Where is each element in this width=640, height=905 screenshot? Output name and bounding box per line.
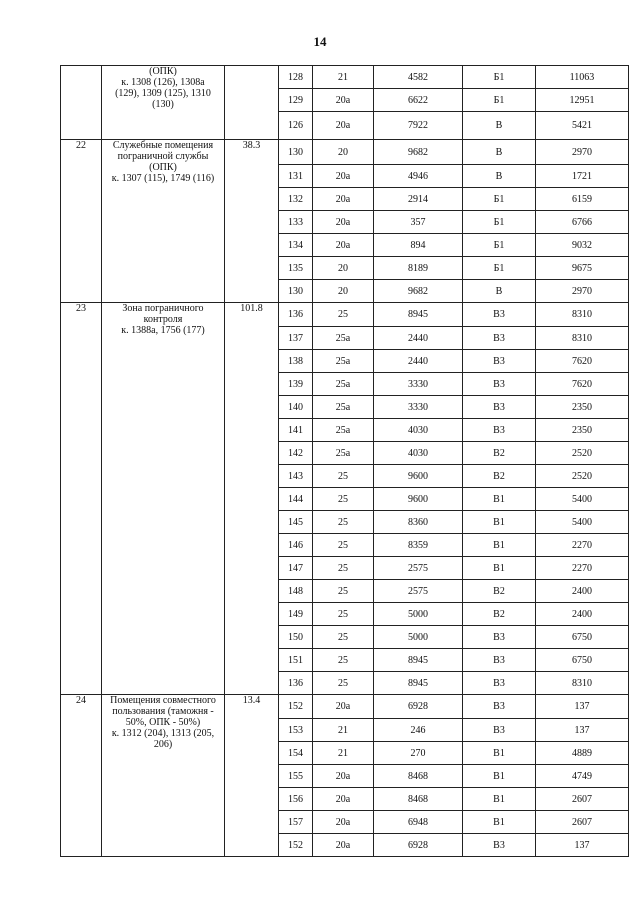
ref-value: 25 [313, 557, 374, 580]
result-value: 137 [536, 695, 629, 719]
distance-value: 4030 [374, 419, 463, 442]
distance-value: 8945 [374, 649, 463, 672]
group-name-line: (130) [152, 99, 174, 110]
group-name [102, 303, 225, 695]
page-number: 14 [313, 34, 327, 49]
class-code: В1 [463, 534, 536, 557]
group-area: 101.8 [225, 303, 279, 695]
class-code: В3 [463, 695, 536, 719]
point-number: 128 [279, 66, 313, 89]
point-number: 133 [279, 211, 313, 234]
ref-value: 20 [313, 257, 374, 280]
class-code: В2 [463, 442, 536, 465]
result-value: 9032 [536, 234, 629, 257]
group-name-line: (ОПК) [149, 66, 177, 77]
ref-value: 20а [313, 165, 374, 188]
group-name-line: к. 1308 (126), 1308а [121, 77, 205, 88]
class-code: Б1 [463, 234, 536, 257]
group-area: 13.4 [225, 695, 279, 857]
point-number: 142 [279, 442, 313, 465]
ref-value: 21 [313, 719, 374, 742]
point-number: 134 [279, 234, 313, 257]
point-number: 130 [279, 140, 313, 165]
class-code: В [463, 165, 536, 188]
distance-value: 9600 [374, 465, 463, 488]
distance-value: 894 [374, 234, 463, 257]
group-name-line: пользования (таможня - [112, 706, 214, 717]
table-body [61, 66, 629, 857]
distance-value: 8945 [374, 672, 463, 695]
distance-value: 4582 [374, 66, 463, 89]
ref-value: 20а [313, 811, 374, 834]
result-value: 2350 [536, 396, 629, 419]
result-value: 5400 [536, 511, 629, 534]
ref-value: 25 [313, 603, 374, 626]
group-number: 22 [61, 140, 102, 303]
table-row [61, 303, 629, 327]
ref-value: 25 [313, 672, 374, 695]
class-code: Б1 [463, 211, 536, 234]
group-name-line: контроля [143, 314, 183, 325]
distance-value: 4946 [374, 165, 463, 188]
distance-value: 7922 [374, 112, 463, 140]
result-value: 4749 [536, 765, 629, 788]
class-code: Б1 [463, 257, 536, 280]
group-name-line: к. 1312 (204), 1313 (205, [111, 728, 215, 739]
distance-value: 5000 [374, 603, 463, 626]
group-name-line: (129), 1309 (125), 1310 [115, 88, 211, 99]
class-code: В3 [463, 649, 536, 672]
result-value: 2970 [536, 140, 629, 165]
class-code: В1 [463, 488, 536, 511]
result-value: 8310 [536, 327, 629, 350]
distance-value: 9600 [374, 488, 463, 511]
class-code: В3 [463, 350, 536, 373]
class-code: В2 [463, 603, 536, 626]
distance-value: 3330 [374, 396, 463, 419]
ref-value: 20 [313, 140, 374, 165]
result-value: 137 [536, 719, 629, 742]
class-code: В3 [463, 396, 536, 419]
group-area [225, 66, 279, 140]
class-code: В1 [463, 788, 536, 811]
point-number: 150 [279, 626, 313, 649]
class-code: Б1 [463, 188, 536, 211]
ref-value: 25 [313, 488, 374, 511]
result-value: 2970 [536, 280, 629, 303]
class-code: В3 [463, 626, 536, 649]
ref-value: 25а [313, 327, 374, 350]
point-number: 148 [279, 580, 313, 603]
class-code: Б1 [463, 89, 536, 112]
distance-value: 4030 [374, 442, 463, 465]
point-number: 157 [279, 811, 313, 834]
distance-value: 246 [374, 719, 463, 742]
table-row [61, 66, 629, 89]
group-name [102, 66, 225, 140]
result-value: 2350 [536, 419, 629, 442]
distance-value: 6622 [374, 89, 463, 112]
group-name-line: пограничной службы [117, 151, 209, 162]
distance-value: 8359 [374, 534, 463, 557]
ref-value: 20а [313, 788, 374, 811]
result-value: 6159 [536, 188, 629, 211]
point-number: 135 [279, 257, 313, 280]
point-number: 152 [279, 834, 313, 857]
ref-value: 20а [313, 765, 374, 788]
result-value: 2270 [536, 557, 629, 580]
ref-value: 25 [313, 465, 374, 488]
point-number: 141 [279, 419, 313, 442]
result-value: 2400 [536, 603, 629, 626]
distance-value: 270 [374, 742, 463, 765]
point-number: 153 [279, 719, 313, 742]
class-code: В1 [463, 811, 536, 834]
group-name-line: Служебные помещения [112, 140, 214, 151]
result-value: 8310 [536, 303, 629, 327]
result-value: 6750 [536, 649, 629, 672]
point-number: 132 [279, 188, 313, 211]
distance-value: 8945 [374, 303, 463, 327]
distance-value: 6948 [374, 811, 463, 834]
distance-value: 2440 [374, 350, 463, 373]
result-value: 9675 [536, 257, 629, 280]
ref-value: 25 [313, 534, 374, 557]
ref-value: 21 [313, 742, 374, 765]
result-value: 5421 [536, 112, 629, 140]
class-code: В1 [463, 742, 536, 765]
point-number: 137 [279, 327, 313, 350]
ref-value: 21 [313, 66, 374, 89]
result-value: 2270 [536, 534, 629, 557]
point-number: 144 [279, 488, 313, 511]
result-value: 6750 [536, 626, 629, 649]
result-value: 5400 [536, 488, 629, 511]
point-number: 149 [279, 603, 313, 626]
distance-value: 2575 [374, 580, 463, 603]
class-code: В3 [463, 719, 536, 742]
class-code: В1 [463, 765, 536, 788]
class-code: В1 [463, 557, 536, 580]
point-number: 154 [279, 742, 313, 765]
result-value: 2607 [536, 788, 629, 811]
class-code: В [463, 280, 536, 303]
distance-value: 2914 [374, 188, 463, 211]
class-code: В1 [463, 511, 536, 534]
class-code: В3 [463, 672, 536, 695]
class-code: В3 [463, 419, 536, 442]
group-name-line: Зона пограничного [122, 303, 204, 314]
group-name-line: 206) [153, 739, 173, 750]
group-area: 38.3 [225, 140, 279, 303]
ref-value: 25а [313, 419, 374, 442]
ref-value: 25 [313, 303, 374, 327]
distance-value: 357 [374, 211, 463, 234]
result-value: 1721 [536, 165, 629, 188]
group-name-line: Помещения совместного [110, 695, 216, 706]
class-code: В [463, 112, 536, 140]
point-number: 136 [279, 672, 313, 695]
point-number: 151 [279, 649, 313, 672]
class-code: В3 [463, 303, 536, 327]
point-number: 146 [279, 534, 313, 557]
class-code: В3 [463, 373, 536, 396]
distance-value: 2440 [374, 327, 463, 350]
ref-value: 20а [313, 188, 374, 211]
group-name-line: 50%, ОПК - 50%) [125, 717, 201, 728]
table-row [61, 695, 629, 719]
ref-value: 25а [313, 350, 374, 373]
point-number: 152 [279, 695, 313, 719]
result-value: 11063 [536, 66, 629, 89]
class-code: В [463, 140, 536, 165]
group-name-line: к. 1307 (115), 1749 (116) [111, 173, 215, 184]
distance-value: 9682 [374, 280, 463, 303]
distance-value: 8468 [374, 765, 463, 788]
result-value: 12951 [536, 89, 629, 112]
table-row [61, 140, 629, 165]
class-code: Б1 [463, 66, 536, 89]
result-value: 2520 [536, 465, 629, 488]
point-number: 138 [279, 350, 313, 373]
ref-value: 20 [313, 280, 374, 303]
ref-value: 20а [313, 89, 374, 112]
point-number: 126 [279, 112, 313, 140]
distance-value: 8189 [374, 257, 463, 280]
point-number: 130 [279, 280, 313, 303]
group-name-line: (ОПК) [149, 162, 177, 173]
ref-value: 25а [313, 442, 374, 465]
group-number: 23 [61, 303, 102, 695]
ref-value: 20а [313, 834, 374, 857]
ref-value: 20а [313, 112, 374, 140]
distance-value: 6928 [374, 834, 463, 857]
ref-value: 25 [313, 580, 374, 603]
result-value: 7620 [536, 373, 629, 396]
class-code: В3 [463, 327, 536, 350]
distance-value: 8468 [374, 788, 463, 811]
ref-value: 25а [313, 373, 374, 396]
ref-value: 25 [313, 511, 374, 534]
distance-value: 6928 [374, 695, 463, 719]
point-number: 136 [279, 303, 313, 327]
result-value: 6766 [536, 211, 629, 234]
point-number: 129 [279, 89, 313, 112]
point-number: 156 [279, 788, 313, 811]
ref-value: 20а [313, 234, 374, 257]
distance-value: 9682 [374, 140, 463, 165]
point-number: 143 [279, 465, 313, 488]
result-value: 2400 [536, 580, 629, 603]
ref-value: 25 [313, 649, 374, 672]
point-number: 140 [279, 396, 313, 419]
point-number: 155 [279, 765, 313, 788]
distance-value: 8360 [374, 511, 463, 534]
ref-value: 20а [313, 211, 374, 234]
coordinates-table [60, 65, 629, 857]
distance-value: 2575 [374, 557, 463, 580]
class-code: В2 [463, 465, 536, 488]
point-number: 145 [279, 511, 313, 534]
group-number: 24 [61, 695, 102, 857]
result-value: 7620 [536, 350, 629, 373]
result-value: 137 [536, 834, 629, 857]
group-name [102, 140, 225, 303]
ref-value: 25а [313, 396, 374, 419]
ref-value: 20а [313, 695, 374, 719]
class-code: В3 [463, 834, 536, 857]
result-value: 2520 [536, 442, 629, 465]
result-value: 4889 [536, 742, 629, 765]
group-name-line: к. 1388а, 1756 (177) [121, 325, 205, 336]
result-value: 2607 [536, 811, 629, 834]
result-value: 8310 [536, 672, 629, 695]
class-code: В2 [463, 580, 536, 603]
point-number: 147 [279, 557, 313, 580]
distance-value: 3330 [374, 373, 463, 396]
group-name [102, 695, 225, 857]
group-number [61, 66, 102, 140]
point-number: 139 [279, 373, 313, 396]
distance-value: 5000 [374, 626, 463, 649]
point-number: 131 [279, 165, 313, 188]
ref-value: 25 [313, 626, 374, 649]
